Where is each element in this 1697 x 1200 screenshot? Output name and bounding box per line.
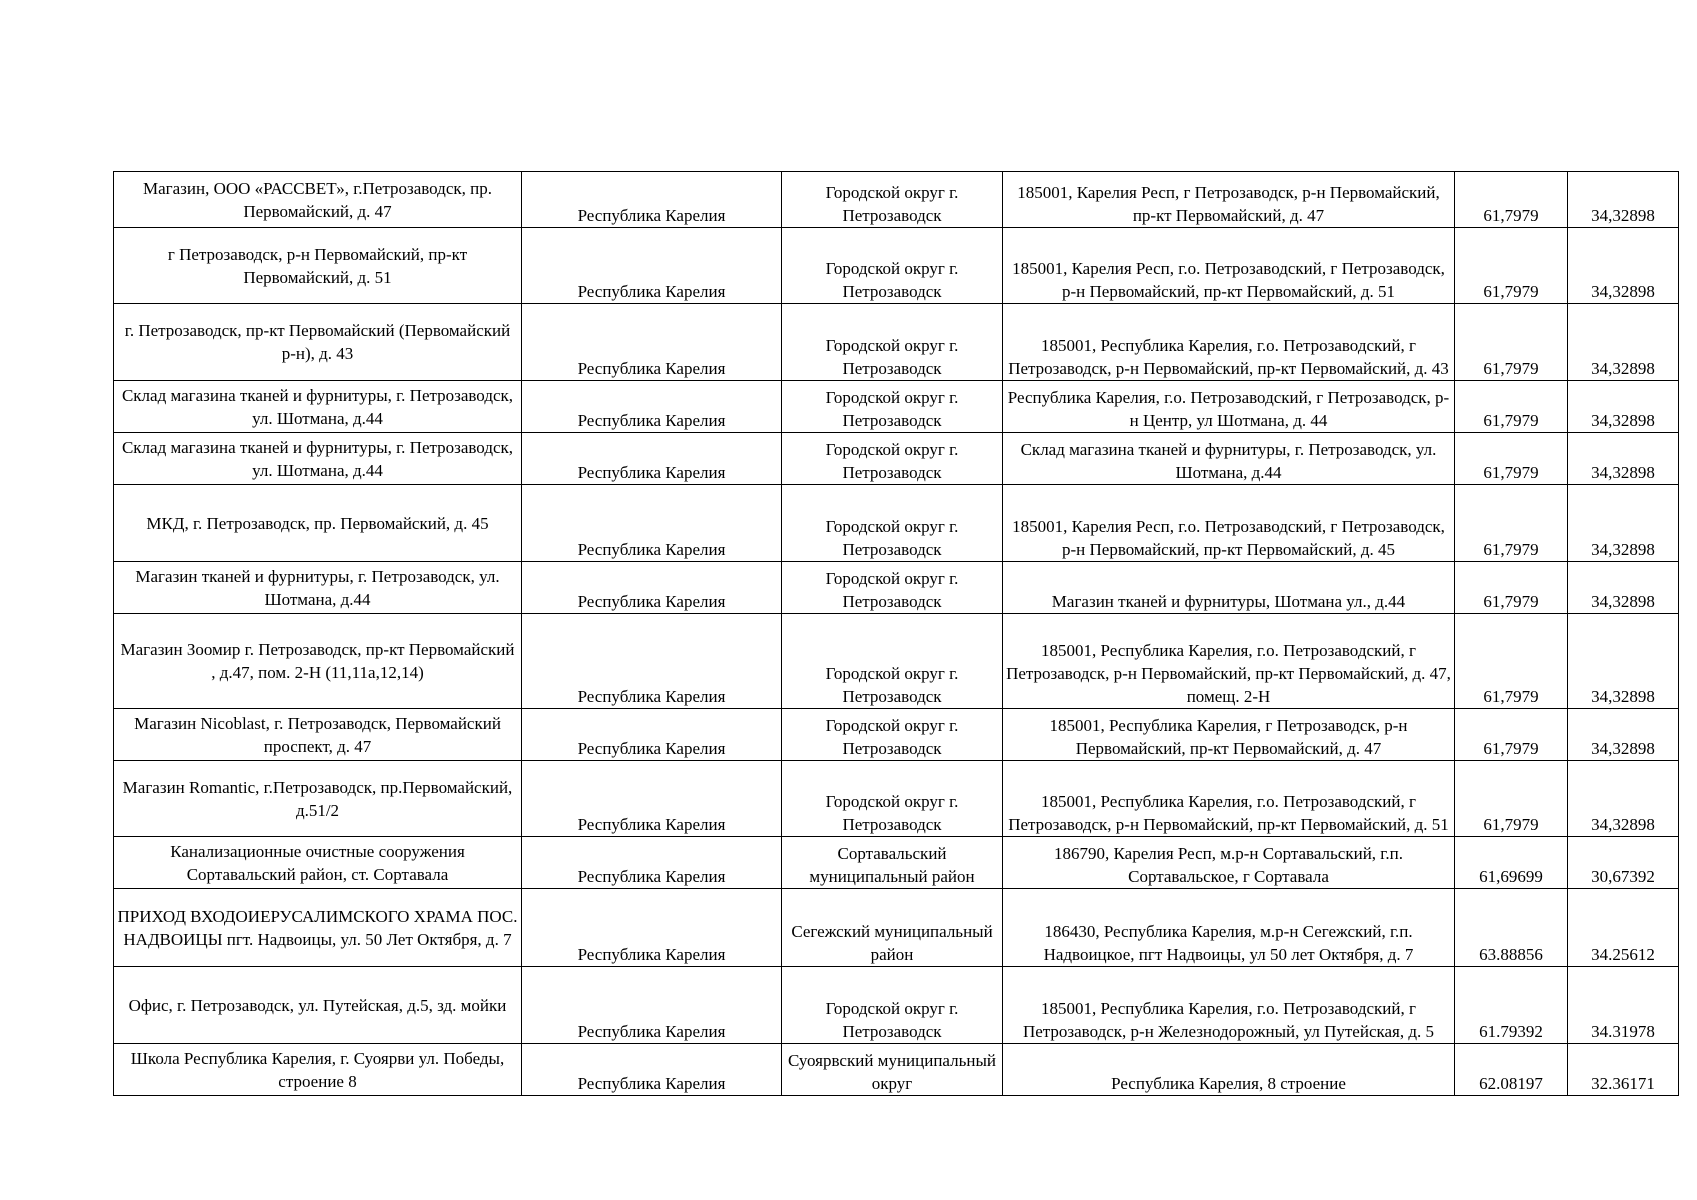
latitude-cell: 61,7979 bbox=[1455, 562, 1568, 614]
longitude-cell: 34,32898 bbox=[1568, 304, 1679, 381]
longitude-cell: 34.31978 bbox=[1568, 967, 1679, 1044]
region-cell: Республика Карелия bbox=[522, 1044, 782, 1096]
municipality-cell: Сегежский муниципальный район bbox=[782, 889, 1003, 967]
address-cell: 185001, Карелия Респ, г.о. Петрозаводский, г Петрозаводск, р-н Первомайский, пр-кт Первомайский, д. 45 bbox=[1003, 485, 1455, 562]
latitude-cell: 61,7979 bbox=[1455, 381, 1568, 433]
table-row bbox=[114, 381, 1679, 433]
address-cell: Склад магазина тканей и фурнитуры, г. Петрозаводск, ул. Шотмана, д.44 bbox=[1003, 433, 1455, 485]
locations-table-body bbox=[114, 172, 1679, 1096]
latitude-cell: 61,7979 bbox=[1455, 485, 1568, 562]
region-cell: Республика Карелия bbox=[522, 967, 782, 1044]
table-row bbox=[114, 172, 1679, 228]
longitude-cell: 34,32898 bbox=[1568, 172, 1679, 228]
address-cell: 185001, Карелия Респ, г Петрозаводск, р-н Первомайский, пр-кт Первомайский, д. 47 bbox=[1003, 172, 1455, 228]
object-name-cell: Склад магазина тканей и фурнитуры, г. Петрозаводск, ул. Шотмана, д.44 bbox=[114, 381, 522, 433]
address-cell: Магазин тканей и фурнитуры, Шотмана ул., д.44 bbox=[1003, 562, 1455, 614]
object-name-cell: МКД, г. Петрозаводск, пр. Первомайский, д. 45 bbox=[114, 485, 522, 562]
longitude-cell: 34,32898 bbox=[1568, 761, 1679, 837]
latitude-cell: 61,7979 bbox=[1455, 433, 1568, 485]
region-cell: Республика Карелия bbox=[522, 228, 782, 304]
latitude-cell: 61,7979 bbox=[1455, 709, 1568, 761]
municipality-cell: Городской округ г. Петрозаводск bbox=[782, 709, 1003, 761]
object-name-cell: Магазин Romantic, г.Петрозаводск, пр.Первомайский, д.51/2 bbox=[114, 761, 522, 837]
municipality-cell: Городской округ г. Петрозаводск bbox=[782, 433, 1003, 485]
latitude-cell: 61,7979 bbox=[1455, 761, 1568, 837]
longitude-cell: 34.25612 bbox=[1568, 889, 1679, 967]
region-cell: Республика Карелия bbox=[522, 485, 782, 562]
object-name-cell: Офис, г. Петрозаводск, ул. Путейская, д.5, зд. мойки bbox=[114, 967, 522, 1044]
table-row bbox=[114, 837, 1679, 889]
municipality-cell: Городской округ г. Петрозаводск bbox=[782, 562, 1003, 614]
table-row bbox=[114, 709, 1679, 761]
longitude-cell: 34,32898 bbox=[1568, 228, 1679, 304]
longitude-cell: 34,32898 bbox=[1568, 709, 1679, 761]
table-row bbox=[114, 562, 1679, 614]
table-row bbox=[114, 967, 1679, 1044]
municipality-cell: Городской округ г. Петрозаводск bbox=[782, 228, 1003, 304]
object-name-cell: г Петрозаводск, р-н Первомайский, пр-кт Первомайский, д. 51 bbox=[114, 228, 522, 304]
object-name-cell: Магазин Nicoblast, г. Петрозаводск, Первомайский проспект, д. 47 bbox=[114, 709, 522, 761]
address-cell: 186430, Республика Карелия, м.р-н Сегежский, г.п. Надвоицкое, пгт Надвоицы, ул 50 лет Октября, д. 7 bbox=[1003, 889, 1455, 967]
longitude-cell: 30,67392 bbox=[1568, 837, 1679, 889]
longitude-cell: 34,32898 bbox=[1568, 433, 1679, 485]
municipality-cell: Городской округ г. Петрозаводск bbox=[782, 761, 1003, 837]
region-cell: Республика Карелия bbox=[522, 761, 782, 837]
table-row bbox=[114, 614, 1679, 709]
municipality-cell: Городской округ г. Петрозаводск bbox=[782, 172, 1003, 228]
table-row bbox=[114, 761, 1679, 837]
region-cell: Республика Карелия bbox=[522, 381, 782, 433]
longitude-cell: 34,32898 bbox=[1568, 562, 1679, 614]
latitude-cell: 63.88856 bbox=[1455, 889, 1568, 967]
municipality-cell: Городской округ г. Петрозаводск bbox=[782, 967, 1003, 1044]
latitude-cell: 61,7979 bbox=[1455, 228, 1568, 304]
address-cell: 185001, Республика Карелия, г.о. Петрозаводский, г Петрозаводск, р-н Первомайский, пр-кт Первомайский, д. 51 bbox=[1003, 761, 1455, 837]
object-name-cell: Магазин Зоомир г. Петрозаводск, пр-кт Первомайский , д.47, пом. 2-Н (11,11а,12,14) bbox=[114, 614, 522, 709]
table-row bbox=[114, 433, 1679, 485]
object-name-cell: ПРИХОД ВХОДОИЕРУСАЛИМСКОГО ХРАМА ПОС. НАДВОИЦЫ пгт. Надвоицы, ул. 50 Лет Октября, д. 7 bbox=[114, 889, 522, 967]
table-row bbox=[114, 889, 1679, 967]
object-name-cell: Склад магазина тканей и фурнитуры, г. Петрозаводск, ул. Шотмана, д.44 bbox=[114, 433, 522, 485]
object-name-cell: Магазин, ООО «РАССВЕТ», г.Петрозаводск, пр. Первомайский, д. 47 bbox=[114, 172, 522, 228]
municipality-cell: Суоярвский муниципальный округ bbox=[782, 1044, 1003, 1096]
object-name-cell: Школа Республика Карелия, г. Суоярви ул. Победы, строение 8 bbox=[114, 1044, 522, 1096]
latitude-cell: 61,7979 bbox=[1455, 304, 1568, 381]
region-cell: Республика Карелия bbox=[522, 172, 782, 228]
address-cell: 185001, Республика Карелия, г.о. Петрозаводский, г Петрозаводск, р-н Первомайский, пр-кт Первомайский, д. 47, помещ. 2-Н bbox=[1003, 614, 1455, 709]
address-cell: 185001, Республика Карелия, г.о. Петрозаводский, г Петрозаводск, р-н Первомайский, пр-кт Первомайский, д. 43 bbox=[1003, 304, 1455, 381]
municipality-cell: Городской округ г. Петрозаводск bbox=[782, 485, 1003, 562]
longitude-cell: 32.36171 bbox=[1568, 1044, 1679, 1096]
address-cell: 185001, Карелия Респ, г.о. Петрозаводский, г Петрозаводск, р-н Первомайский, пр-кт Первомайский, д. 51 bbox=[1003, 228, 1455, 304]
table-row bbox=[114, 485, 1679, 562]
latitude-cell: 61.79392 bbox=[1455, 967, 1568, 1044]
latitude-cell: 61,69699 bbox=[1455, 837, 1568, 889]
address-cell: Республика Карелия, г.о. Петрозаводский, г Петрозаводск, р-н Центр, ул Шотмана, д. 44 bbox=[1003, 381, 1455, 433]
table-row bbox=[114, 1044, 1679, 1096]
longitude-cell: 34,32898 bbox=[1568, 485, 1679, 562]
address-cell: Республика Карелия, 8 строение bbox=[1003, 1044, 1455, 1096]
municipality-cell: Сортавальский муниципальный район bbox=[782, 837, 1003, 889]
municipality-cell: Городской округ г. Петрозаводск bbox=[782, 304, 1003, 381]
latitude-cell: 61,7979 bbox=[1455, 172, 1568, 228]
table-row bbox=[114, 304, 1679, 381]
object-name-cell: Магазин тканей и фурнитуры, г. Петрозаводск, ул. Шотмана, д.44 bbox=[114, 562, 522, 614]
longitude-cell: 34,32898 bbox=[1568, 381, 1679, 433]
municipality-cell: Городской округ г. Петрозаводск bbox=[782, 381, 1003, 433]
address-cell: 186790, Карелия Респ, м.р-н Сортавальский, г.п. Сортавальское, г Сортавала bbox=[1003, 837, 1455, 889]
region-cell: Республика Карелия bbox=[522, 433, 782, 485]
object-name-cell: Канализационные очистные сооружения Сортавальский район, ст. Сортавала bbox=[114, 837, 522, 889]
object-name-cell: г. Петрозаводск, пр-кт Первомайский (Первомайский р-н), д. 43 bbox=[114, 304, 522, 381]
latitude-cell: 62.08197 bbox=[1455, 1044, 1568, 1096]
region-cell: Республика Карелия bbox=[522, 562, 782, 614]
region-cell: Республика Карелия bbox=[522, 709, 782, 761]
address-cell: 185001, Республика Карелия, г Петрозаводск, р-н Первомайский, пр-кт Первомайский, д. 47 bbox=[1003, 709, 1455, 761]
table-row bbox=[114, 228, 1679, 304]
region-cell: Республика Карелия bbox=[522, 304, 782, 381]
latitude-cell: 61,7979 bbox=[1455, 614, 1568, 709]
longitude-cell: 34,32898 bbox=[1568, 614, 1679, 709]
region-cell: Республика Карелия bbox=[522, 889, 782, 967]
address-cell: 185001, Республика Карелия, г.о. Петрозаводский, г Петрозаводск, р-н Железнодорожный, ул Путейская, д. 5 bbox=[1003, 967, 1455, 1044]
region-cell: Республика Карелия bbox=[522, 614, 782, 709]
locations-table bbox=[113, 171, 1679, 1096]
municipality-cell: Городской округ г. Петрозаводск bbox=[782, 614, 1003, 709]
region-cell: Республика Карелия bbox=[522, 837, 782, 889]
